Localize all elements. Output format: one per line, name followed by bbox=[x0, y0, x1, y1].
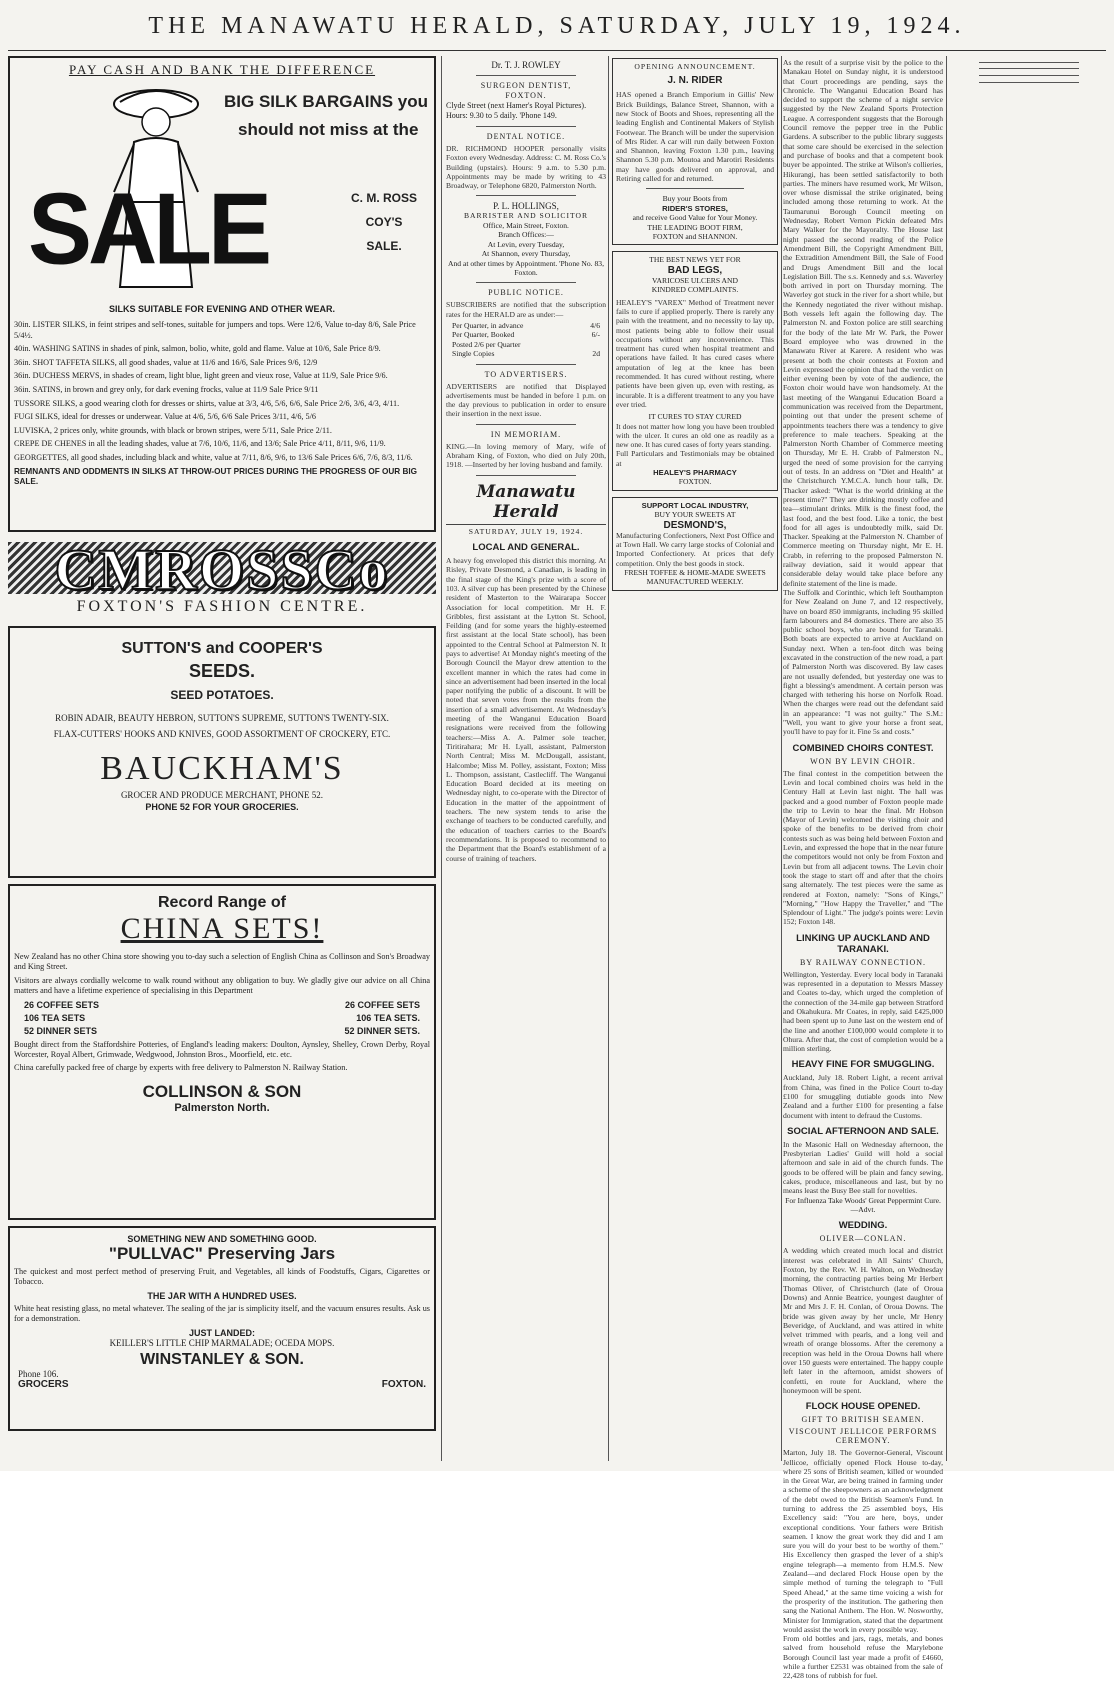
article-body: In the Masonic Hall on Wednesday afternoon, the Presbyterian Ladies' Guild will hold a social afternoon and sale in aid of the church funds. The goods to be offered will be plain and fancy sewing, cakes, produce, miscellaneous and last, but by no means least the Busy Bee stall for novelties. bbox=[783, 1139, 943, 1196]
advert-line: For Influenza Take Woods' Great Peppermint Cure.—Advt. bbox=[785, 1195, 941, 1215]
ross-silk-sale-ad bbox=[8, 56, 436, 532]
notice-line: Hours: 9.30 to 5 daily. 'Phone 149. bbox=[446, 111, 557, 120]
article-body: Wellington, Yesterday. Every local body in Taranaki was represented in a deputation to Messrs Massey and Coates to-day, which urged the completion of the connection of the 34-mile gap between Stratford and Okahukura. Mr Coates, in reply, said £425,000 had been spent up to June last on the western end of the line and another £100,000 would complete it to Ohura. After that, the cost of completion would be a million sterling. bbox=[783, 969, 943, 1054]
notices-column bbox=[446, 56, 606, 1461]
section-subheading: BY RAILWAY CONNECTION. bbox=[799, 957, 927, 967]
set-label: 52 DINNER SETS. bbox=[344, 1025, 420, 1036]
separator bbox=[646, 188, 744, 189]
price-item: 36in. DUCHESS MERVS, in shades of cream, light blue, light green and vieux rose, Value at 11/9, Sale Price 9/6. bbox=[14, 371, 388, 381]
section-heading: SOCIAL AFTERNOON AND SALE. bbox=[787, 1125, 939, 1137]
ad-line: IT CURES TO STAY CURED bbox=[648, 412, 742, 422]
separator bbox=[979, 68, 1079, 69]
issue-date: SATURDAY, JULY 19, 1924. bbox=[468, 526, 584, 536]
rate-row bbox=[452, 340, 600, 349]
ad-line: and receive Good Value for Your Money. bbox=[632, 213, 758, 223]
store-name-block bbox=[334, 186, 434, 258]
rate-value: 6/- bbox=[591, 330, 600, 340]
ad-line: Buy your Boots from bbox=[662, 194, 728, 204]
rate-row bbox=[452, 321, 600, 330]
article-body: Auckland, July 18. Robert Light, a recent arrival from China, was fined in the Police Court to-day £100 for smuggling dutiable goods into New Zealand and a further £100 for presenting a false document with intent to defraud the Customs. bbox=[783, 1073, 943, 1120]
ad-line: FOXTON. bbox=[678, 477, 712, 487]
ad-body: White heat resisting glass, no metal whatever. The sealing of the jar is simplicity itself, and the vacuum ensures results. Ask us for a demonstration. bbox=[14, 1303, 430, 1324]
news-body: The Suffolk and Corinthic, which left Southampton for New Zealand on June 7, and 12 respectively, have on board 850 immigrants, including 95 skilled farm labourers and 84 domestics. There are also 35 public school boys, who are bound for Taranaki. Both boats are expected to arrive at Auckland on Sunday next. When a ten-foot ditch was being excavated in the construction of the new road, a part of Palmerston North was discovered. By law cases are not usually defended, but yesterday one was to fight a blessing's amendment. A certain person was charged with tethering his horse on Norfolk Road. When the charges were read out the defendant said in an appearance: "I was not guilty." The S.M.: "Well, you want to give your horse a front seat, you'll have to pay for it. Fine 5s and costs." bbox=[783, 587, 943, 737]
ross-logo-ad bbox=[8, 538, 436, 620]
ad-line: RIDER'S STORES, bbox=[662, 203, 728, 213]
notice-body: DR. RICHMOND HOOPER personally visits Foxton every Wednesday. Address: C. M. Ross Co.'s Building (upstairs). Hours: 9 a.m. to 5.30 p.m. Appointments may be made by writing to 43 Broadway, or Telephone 6820, Palmerston North. bbox=[446, 144, 606, 191]
set-label: 26 COFFEE SETS bbox=[24, 999, 100, 1010]
section-heading: FLOCK HOUSE OPENED. bbox=[805, 1401, 921, 1413]
local-ads-column bbox=[610, 56, 780, 1461]
news-column-2 bbox=[783, 56, 943, 1461]
ad-line: THE LEADING BOOT FIRM, bbox=[647, 222, 743, 232]
rate-row bbox=[452, 349, 600, 358]
notice-line: At Shannon, every Thursday, bbox=[481, 249, 571, 259]
separator bbox=[979, 75, 1079, 76]
ad-title: BAD LEGS, bbox=[667, 264, 723, 276]
rate-value: 4/6 bbox=[590, 320, 600, 330]
ad-title: J. N. RIDER bbox=[667, 75, 723, 87]
headline-line-1: BIG SILK BARGAINS you bbox=[224, 92, 429, 111]
brand-line: GROCER AND PRODUCE MERCHANT, PHONE 52. bbox=[120, 790, 324, 800]
silk-price-list bbox=[14, 320, 430, 488]
suttons-seeds-ad bbox=[8, 626, 436, 878]
ad-subtitle: SEED POTATOES. bbox=[170, 688, 274, 702]
sale-word: SALE bbox=[28, 173, 269, 286]
footer-label: GROCERS bbox=[18, 1378, 69, 1390]
notice-heading: IN MEMORIAM. bbox=[490, 429, 562, 439]
ad-title: DESMOND'S, bbox=[663, 519, 727, 531]
advertisement-column bbox=[8, 56, 436, 1461]
notice-line: And at other times by Appointment. 'Phone No. 83, Foxton. bbox=[448, 258, 604, 277]
silks-subhead: SILKS SUITABLE FOR EVENING AND OTHER WEAR. bbox=[108, 304, 335, 314]
ad-banner: PAY CASH AND BANK THE DIFFERENCE bbox=[68, 62, 376, 77]
logo-tagline: FOXTON'S FASHION CENTRE. bbox=[76, 598, 368, 615]
firm-name: WINSTANLEY & SON. bbox=[140, 1350, 304, 1368]
notice-line: SURGEON DENTIST, bbox=[480, 81, 572, 90]
firm-place: Palmerston North. bbox=[174, 1101, 270, 1114]
price-item: CREPE DE CHENES in all the leading shades, value at 7/6, 10/6, 11/6, and 13/6; Sale Price 4/11, 8/11, 9/6, 11/9. bbox=[14, 439, 386, 449]
separator bbox=[979, 82, 1079, 83]
column-divider bbox=[608, 56, 609, 1461]
section-heading: LOCAL AND GENERAL. bbox=[472, 542, 580, 554]
masthead: THE MANAWATU HERALD, SATURDAY, JULY 19, 1924. bbox=[148, 13, 966, 39]
ad-kicker: SOMETHING NEW AND SOMETHING GOOD. bbox=[127, 1234, 317, 1244]
firm-name: COLLINSON & SON bbox=[142, 1081, 302, 1101]
firm-footer bbox=[18, 1379, 426, 1390]
separator bbox=[476, 282, 576, 283]
set-label: 26 COFFEE SETS bbox=[344, 999, 420, 1010]
price-item: 30in. LISTER SILKS, in feint stripes and self-tones, suitable for jumpers and tops. Were 12/6, Value to-day 8/6, Sale Price 5/4½. bbox=[14, 320, 416, 340]
masthead-rule bbox=[8, 50, 1106, 51]
ad-subhead: JUST LANDED: bbox=[188, 1327, 255, 1338]
section-heading: LINKING UP AUCKLAND AND TARANAKI. bbox=[796, 932, 930, 955]
headline-line-2: should not miss at the bbox=[238, 120, 419, 139]
section-subheading: VISCOUNT JELLICOE PERFORMS CEREMONY. bbox=[788, 1427, 938, 1446]
price-item: TUSSORE SILKS, a good wearing cloth for dresses or shirts, value at 3/3, 4/6, 5/6, 6/6, Sale Price 2/6, 3/6, 4/3, 4/11. bbox=[14, 398, 400, 408]
rider-announcement bbox=[612, 58, 778, 245]
ad-line: HEALEY'S PHARMACY bbox=[653, 468, 737, 478]
separator bbox=[476, 126, 576, 127]
variety-line: FLAX-CUTTERS' HOOKS AND KNIVES, GOOD ASSORTMENT OF CROCKERY, ETC. bbox=[53, 729, 391, 739]
notice-body: KING.—In loving memory of Mary, wife of Abraham King, of Foxton, who died on July 20th, 1918. —Inserted by her loving husband and family. bbox=[446, 441, 606, 470]
ad-subhead: THE JAR WITH A HUNDRED USES. bbox=[147, 1290, 297, 1301]
notice-line: Office, Main Street, Foxton. bbox=[483, 220, 569, 230]
newspaper-nameplate: Manawatu Herald bbox=[446, 482, 606, 525]
ad-body: Bought direct from the Staffordshire Potteries, of England's leading makers: Doulton, Aynsley, Shelley, Crown Derby, Royal Worcester, Royal Albert, Grimwade, Wedgwood, Johnston Bros., Moorfield, etc. etc. bbox=[14, 1039, 430, 1060]
section-subheading: OLIVER—CONLAN. bbox=[819, 1234, 907, 1244]
ad-kicker: Record Range of bbox=[157, 894, 286, 911]
variety-line: ROBIN ADAIR, BEAUTY HEBRON, SUTTON'S SUPREME, SUTTON'S TWENTY-SIX. bbox=[55, 713, 389, 723]
price-item: FUGI SILKS, ideal for dresses or underwear. Value at 4/6, 5/6, 6/6 Sale Prices 3/11, 4/6, 5/6 bbox=[14, 412, 316, 422]
ad-body: HEALEY'S "VAREX" Method of Treatment never fails to cure if applied properly. There is rarely any pain with the treatment, and no necessity to lay up, most patients being able to follow their usual occupations without any inconvenience. This treatment has cured when hospital treatment and operations have failed. It has cured cases where amputation of leg at the knee has been recommended. It has cured without resting, where patients have been given up, even with resting, as incurable. It is a different treatment to any you have ever tried. bbox=[616, 297, 774, 409]
ad-title: "PULLVAC" Preserving Jars bbox=[108, 1244, 336, 1263]
ad-line: VARICOSE ULCERS AND bbox=[652, 275, 738, 285]
ad-line: BUY YOUR SWEETS AT bbox=[654, 510, 736, 520]
notice-heading: DENTAL NOTICE. bbox=[486, 132, 566, 141]
set-label: 106 TEA SETS bbox=[24, 1012, 86, 1023]
notice-body: ADVERTISERS are notified that Displayed advertisements must be handed in before 1 p.m. on the day previous to publication in order to ensure their insertion in the next issue. bbox=[446, 381, 606, 419]
rate-label: Posted 2/6 per Quarter bbox=[452, 339, 521, 349]
rate-label: Single Copies bbox=[452, 349, 495, 359]
set-label: 52 DINNER SETS bbox=[24, 1025, 98, 1036]
desmond-ad bbox=[612, 497, 778, 591]
rates-table bbox=[452, 321, 600, 359]
china-sets-ad bbox=[8, 884, 436, 1220]
ad-body: Visitors are always cordially welcome to walk round without any obligation to buy. We gladly give our advice on all China matters and have a lifetime experience of specialising in this Department bbox=[14, 975, 430, 996]
section-subheading: GIFT TO BRITISH SEAMEN. bbox=[801, 1415, 925, 1425]
price-item: LUVISKA, 2 prices only, white grounds, with black or brown stripes, were 5/11, Sale Price 2/11. bbox=[14, 425, 332, 435]
price-item: 36in. SHOT TAFFETA SILKS, all good shades, value at 11/6 and 16/6, Sale Prices 9/6, 12/9 bbox=[14, 357, 318, 367]
ad-body: It does not matter how long you have been troubled with the ulcer. It cures an old one as readily as a new one. It has cured cases of forty years standing. bbox=[616, 421, 774, 450]
article-body: From old bottles and jars, rags, metals, and bones salved from household refuse the Marylebone Borough Council last year made a profit of £4660, while a further £2531 was obtained from the sale of 22,428 tons of rubbish for fuel. bbox=[783, 1634, 943, 1681]
article-body: A wedding which created much local and district interest was celebrated in All Saints' Church, Foxton, by the Rev. W. H. Walton, on Wednesday morning, the contracting parties being Mr Herbert Thomas Oliver, of Christchurch (late of Oroua Downs) and Annie Beatrice, youngest daughter of Mr and Mrs J. F. H. Conlan, of Oroua Downs. The bride was given away by her uncle, Mr Henry Beveridge, of Auckland, and was attired in white velvet trimmed with pearls, and a long veil and wreath of orange blossoms. After the ceremony a reception was held in the Oroua Downs hall where over 150 guests were entertained. The happy couple left later in the afternoon, amidst showers of confetti, en route for Auckland, where the honeymoon will be spent. bbox=[783, 1246, 943, 1395]
ad-body: KEILLER'S LITTLE CHIP MARMALADE; OCEDA MOPS. bbox=[109, 1337, 335, 1348]
notice-line: Clyde Street (next Hamer's Royal Pictures). bbox=[446, 101, 587, 110]
article-body: Marton, July 18. The Governor-General, Viscount Jellicoe, officially opened Flock House to-day, where 25 sons of British seamen, killed or wounded in the Great War, are being trained in farming under a scheme of the sheepowners as an acknowledgment of the debt owed to the British Seamen's Fund. In turning to address the 25 assembled boys, His Excellency said: "You are here, boys, under exceptional conditions. Your fathers were British seamen. I know the great work they did and I am sure you will do your best to be worthy of them." His Excellency then grasped the lever of a ship's engine telegraph—a memento from H.M.S. New Zealand—and declared Flock House open by the simple method of turning the telegraph to "Full Speed Ahead," at the same time voicing a wish for the prosperity of the institution. The gathering then sang the National Anthem. The Hon. W. Nosworthy, Minister for Immigration, stated that the department would assist the work in every possible way. bbox=[783, 1448, 943, 1634]
news-body: As the result of a surprise visit by the police to the Manakau Hotel on Sunday night, it is understood that Court proceedings are pending, says the Chronicle. The Wanganui Education Board has decided to support the scheme of a night service suggested by the New Zealand Sports Protection League. A correspondent suggests that the Borough Council remove the pepper tree in the Public Gardens. A subscriber to the public library suggests that some care should be exercised in the selection and purchase of books and that a competent book buyer be appointed. The strike at Wilson's collieries, Hikurangi, has been settled satisfactorily to both parties. The miners have resumed work, Mr Wilson, over whose dismissal the strike originated, being included among those returning to work. At the Taumarunui Borough Council meeting on Wednesday, Robert Vernon Pickin defeated Mrs Mary Walker for the Mayoralty. The House last night passed the second reading of the Police Amendment Bill, the Copyright Amendment Bill, the Extradition Amendment Bill, the Sale of Food and Drugs Amendment Bill and the local Legislation Bill. The s.s. Kennedy and s.s. Waverley both arrived in port on Thursday morning. The Waverley got stuck in the river for a short while, but the Kennedy negotiated the river without mishap. Both vessels left again the following day. The Palmerston N. and Foxton police are still searching for the body of the late Mr W. Park, the Power Board employee who was drowned in the Manawatu River at Karere. A resident who was present at both the choir contests at Foxton and Levin expressed the opinion that had the verdict on either evening been by vote of the audience, the Foxton choir would have won handsomely. At the last meeting of the Wanganui Education Board a communication was received from the Department, pointing out that under the present scheme of appointments teachers there was a tendency to give preference to male teachers. Speaking at the Palmerston North Chamber of Commerce meeting on Thursday, Mr E. H. Crabb of Palmerston N., urged the need of some provision for the carrying out of tests. In an address on "Diet and Health" at the Christchurch Y.M.C.A. lunch hour talk, Dr. Thacker asked: "What is the world drinking at the present time?" They are drinking mostly coffee and tea—stimulant drinks. Milk is the finest food, the last food, and the best food. Like a tonic, the best food for all ages is undoubtedly milk, said Dr. Thacker. Speaking at the Palmerston N. Chamber of Commerce meeting on Thursday night, Mr E. H. Crabb, in referring to the proposed Palmerston N. railway deviation, said it would appear that considerable delay would take place before any definite statement of the line is made. bbox=[783, 58, 943, 588]
section-heading: WEDDING. bbox=[838, 1220, 888, 1232]
separator bbox=[979, 62, 1079, 63]
separator bbox=[476, 475, 576, 476]
ad-title: SEEDS. bbox=[188, 661, 256, 681]
section-subheading: WON BY LEVIN CHOIR. bbox=[810, 756, 916, 766]
price-item: 40in. WASHING SATINS in shades of pink, salmon, bolio, white, gold and flame. Value at 10/6, Sale Price 8/9. bbox=[14, 344, 381, 354]
store-line: C. M. ROSS bbox=[350, 191, 417, 205]
ad-body: The quickest and most perfect method of preserving Fruit, and Vegetables, all kinds of Foodstuffs, Cigars, Cigarettes or Tobacco. bbox=[14, 1267, 430, 1287]
ad-body: Manufacturing Confectioners, Next Post Office and at Town Hall. We carry large stocks of Colonial and Imported Confectionery. At prices that defy competition. Only the best goods in stock. bbox=[616, 530, 774, 568]
notice-line: At Levin, every Tuesday, bbox=[487, 239, 565, 249]
phone-line: PHONE 52 FOR YOUR GROCERIES. bbox=[145, 802, 299, 812]
notice-name: Dr. T. J. ROWLEY bbox=[491, 60, 561, 70]
ad-body: HAS opened a Branch Emporium in Gillis' New Brick Buildings, Balance Street, Shannon, with a new Stock of Boots and Shoes, representing all the leading English and Continental Makers of Stylish Footwear. The Branch will be under the supervision of Mrs Rider. A car will run daily between Foxton and Shannon, leaving Foxton 1.30 p.m., leaving Shannon 5.30 p.m. Moutoa and Marotiri Residents may have goods delivered on approval, and Retiring called for and returned. bbox=[616, 90, 774, 184]
column-divider bbox=[441, 56, 442, 1461]
ad-line: FRESH TOFFEE & HOME-MADE SWEETS MANUFACTURED WEEKLY. bbox=[624, 567, 766, 587]
notice-line: BARRISTER AND SOLICITOR bbox=[463, 211, 589, 221]
article-body: The final contest in the competition between the Levin and local combined choirs was held in the Century Hall at Levin last night. The hall was packed and a good number of Foxton people made the trip to Levin to hear the final. Mr Hobson (Mayor of Levin) welcomed the visiting choir and spoke of the benefits to be derived from choir contests such as was being held between Foxton and Levin, and expressed the hope that in the near future the competitors would not only be from Foxton and Levin but from all adjacent towns. The Levin choir took the stage to start off and after that the choirs sang alternately. The test pieces were the same as rendered at Foxton, namely: "Sons of Kings," "Morning," "How Happy the Traveller," and "The Splendour of Light." The judge's points were: Levin 152; Foxton 148. bbox=[783, 768, 943, 927]
pullvac-jars-ad bbox=[8, 1226, 436, 1431]
set-label: 106 TEA SETS. bbox=[356, 1012, 420, 1023]
ad-body: China carefully packed free of charge by experts with free delivery to Palmerston N. Railway Station. bbox=[14, 1063, 348, 1073]
set-row bbox=[24, 1000, 420, 1010]
ad-body: New Zealand has no other China store showing you to-day such a selection of English China as Collinson and Son's Broadway and King Street. bbox=[14, 952, 430, 972]
notice-line: FOXTON. bbox=[505, 91, 547, 100]
ad-line: SUPPORT LOCAL INDUSTRY, bbox=[641, 500, 749, 510]
section-heading: HEAVY FINE FOR SMUGGLING. bbox=[791, 1059, 935, 1071]
separator bbox=[476, 195, 576, 196]
notice-line: Branch Offices:— bbox=[498, 230, 554, 240]
column-divider bbox=[946, 56, 947, 1461]
rate-row bbox=[452, 330, 600, 339]
ad-line: FOXTON and SHANNON. bbox=[652, 232, 738, 241]
local-news-body: A heavy fog enveloped this district this morning. At Risley, Private Desmond, a Canadian, is leading in the final stage of the King's prize with a score of 103. A silver cup has been presented by the Chinese resident of Masterton to the Wairarapa Soccer Association for local competition. Mr H. F. Gribbles, first assistant at the Lytton St. School, Feilding (and for some years the highly-esteemed first assistant at the local State school), has been appointed to the Central School at Palmerston N. It pays to advertise! At Monday night's meeting of the Borough Council the Mayor drew attention to the excellent manner in which the rates had come in since an advertisement had been inserted in the local paper notifying the public of a discount. It will be noted that seven votes from the results from the insertion of a small advertisement. At Wednesday's meeting of the Wanganui Education Board resignations were received from the following teachers:—Miss A. A. Palmer sole teacher, Tiritirahara; Mr H. Lyall, assistant, Palmerston North Central; Miss M. McDougall, assistant, Halcombe; Miss M. Polley, assistant, Foxton; Miss L. Thompson, assistant, Castlecliff. The Wanganui Education Board decided at its meeting on Wednesday night, to co-operate with the Director of Education in the matter of the appointment of teachers. The new system tends to arise the exchange of teachers to be conducted carefully, and the education of teachers carries to the Board's recommendations. It is proposed to recommend to the Department that the Board's establishment of a course of training of teachers. bbox=[446, 556, 606, 863]
rate-label: Per Quarter, Booked bbox=[452, 330, 515, 340]
set-row bbox=[24, 1026, 420, 1036]
store-line: COY'S bbox=[365, 215, 403, 229]
rate-value: 2d bbox=[592, 349, 600, 359]
notice-body: SUBSCRIBERS are notified that the subscription rates for the HERALD are as under:— bbox=[446, 300, 606, 319]
notice-heading: TO ADVERTISERS. bbox=[484, 369, 568, 379]
store-line: SALE. bbox=[366, 239, 402, 253]
ad-title: SUTTON'S and COOPER'S bbox=[121, 640, 323, 657]
varex-ad bbox=[612, 251, 778, 490]
ad-line: THE BEST NEWS YET FOR bbox=[649, 255, 741, 265]
firm-phone: Phone 106. bbox=[18, 1368, 59, 1379]
ross-logo: CMROSSCo bbox=[54, 537, 390, 602]
footer-label: FOXTON. bbox=[381, 1378, 426, 1390]
ad-body: Full Particulars and Testimonials may be obtained at bbox=[616, 449, 774, 468]
brand-name: BAUCKHAM'S bbox=[100, 750, 344, 787]
separator bbox=[476, 75, 576, 76]
set-row bbox=[24, 1013, 420, 1023]
column-divider bbox=[781, 56, 782, 1461]
section-heading: COMBINED CHOIRS CONTEST. bbox=[792, 742, 934, 754]
notice-heading: PUBLIC NOTICE. bbox=[488, 288, 564, 298]
right-news-column bbox=[949, 56, 1109, 1461]
price-item: 36in. SATINS, in brown and grey only, for dark evening frocks, value at 11/9 Sale Price 9/11 bbox=[14, 384, 319, 394]
ad-line: KINDRED COMPLAINTS. bbox=[651, 285, 739, 295]
price-item: GEORGETTES, all good shades, including black and white, value at 7/11, 8/6, 9/6, to 13/6 Sale Prices 6/6, 7/6, 8/3, 11/6. bbox=[14, 452, 413, 462]
price-item: REMNANTS AND ODDMENTS IN SILKS AT THROW-OUT PRICES DURING THE PROGRESS OF OUR BIG SALE. bbox=[14, 466, 417, 487]
separator bbox=[476, 424, 576, 425]
ad-kicker: OPENING ANNOUNCEMENT. bbox=[634, 62, 756, 71]
notice-name: P. L. HOLLINGS, bbox=[493, 201, 559, 212]
separator bbox=[476, 364, 576, 365]
potato-varieties bbox=[30, 710, 414, 742]
rate-label: Per Quarter, in advance bbox=[452, 320, 524, 330]
ad-title: CHINA SETS! bbox=[120, 912, 324, 945]
